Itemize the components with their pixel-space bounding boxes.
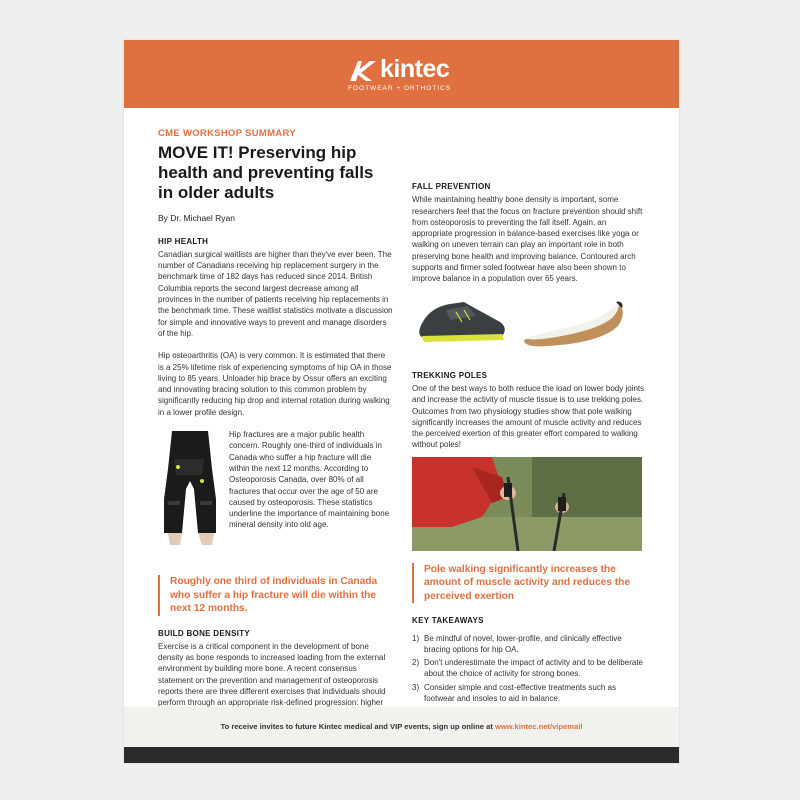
list-item-number: 2) [412, 658, 420, 668]
paragraph-hip-fractures: Hip fractures are a major public health concern. Roughly one-third of individuals in Canada who suffer a hip fracture will die within the next 12 months. According to Osteoporosis Canada, over 80% of all fractures that occur over the age of 50 are caused by osteoporosis. These statistics underline the importance of maintaining bone mineral density into old age. [229, 430, 390, 530]
header-banner [124, 40, 679, 108]
footwear-images [412, 296, 647, 358]
list-item [412, 682, 647, 705]
article-byline: By Dr. Michael Ryan [158, 213, 235, 224]
document-page [124, 40, 679, 763]
bottom-strip [124, 747, 679, 763]
list-item-text: Be mindful of novel, lower-profile, and clinically effective bracing options for hip OA. [424, 633, 622, 654]
hip-brace-shorts-image [158, 429, 222, 547]
left-column [158, 128, 393, 742]
article-kicker: CME WORKSHOP SUMMARY [158, 128, 296, 139]
running-shoe-image [416, 298, 508, 346]
pole-walking-photo [412, 457, 642, 551]
paragraph-trekking-poles: One of the best ways to both reduce the load on lower body joints and increase the activity of muscle tissue is to use trekking poles. Outcomes from two physiology studies show that pole walking significantly increases the amount of muscle activity and reduces the perceived exertion of this greater effort compared to walking without poles! [412, 383, 645, 450]
kintec-k-mark-icon [348, 59, 378, 83]
list-item-number: 3) [412, 682, 420, 692]
logo-wordmark: kintec [380, 55, 450, 83]
list-item-text: Don't underestimate the impact of activity and to be deliberate about the choice of activity for strong bones. [424, 658, 643, 679]
list-item-number: 1) [412, 633, 420, 643]
section-heading-hip-health: HIP HEALTH [158, 236, 209, 246]
right-column [412, 131, 647, 706]
kintec-logo [348, 57, 458, 97]
footer-text: To receive invites to future Kintec medical and VIP events, sign up online at [220, 722, 495, 731]
paragraph-hip-oa: Hip osteoarthritis (OA) is very common. It is estimated that there is a 25% lifetime risk of experiencing symptoms of hip OA in those living to 85 years. Unloader hip brace by Ossur offers an exciting and innovating bracing solution to this common problem by significantly reducing hip drop and internal rotation during walking in a lower profile design. [158, 351, 392, 417]
key-takeaways-list [412, 633, 647, 705]
hip-fracture-block [158, 429, 393, 563]
section-heading-key-takeaways: KEY TAKEAWAYS [412, 616, 484, 626]
list-item [412, 657, 647, 680]
section-heading-trekking-poles: TREKKING POLES [412, 370, 488, 380]
article-title: MOVE IT! Preserving hip health and preventing falls in older adults [158, 143, 374, 203]
pullquote-pole-walking: Pole walking significantly increases the amount of muscle activity and reduces the perceived exertion [412, 563, 647, 604]
logo-tagline: FOOTWEAR + ORTHOTICS [348, 85, 452, 92]
paragraph-hip-waitlists: Canadian surgical waitlists are higher than they've ever been. The number of Canadians receiving hip replacement surgery in the benchmark time of 182 days has reduced since 2014. British Columbia reports the second largest decrease among all provinces in the number of patients receiving hip replacements in the benchmark time. These waitlist statistics motivate a discussion for simple and innovative ways to prevent and manage disorders of the hip. [158, 249, 393, 338]
pullquote-hip-fracture: Roughly one third of individuals in Canada who suffer a hip fracture will die within the next 12 months. [158, 575, 393, 616]
footer-vip-link[interactable]: www.kintec.net/vipemail [494, 722, 583, 731]
footer-cta [124, 707, 679, 747]
paragraph-fall-prevention: While maintaining healthy bone density is important, some researchers feel that the focus on fracture prevention should shift from osteoporosis to preventing the fall itself. Again, an appropriate progression in balance-based exercises like yoga or walking on uneven terrain can play an important role in both preserving bone health and improving balance. Contoured arch supports and firmer soled footwear have also been shown to improve balance in a population over 65 years. [412, 195, 643, 284]
section-heading-fall-prevention: FALL PREVENTION [412, 182, 491, 191]
orthotic-insole-image [520, 296, 626, 348]
list-item-text: Consider simple and cost-effective treatments such as footwear and insoles to aid in balance. [424, 682, 616, 704]
section-heading-bone-density: BUILD BONE DENSITY [158, 628, 251, 638]
list-item [412, 633, 647, 656]
paragraph-bone-density: Exercise is a critical component in the development of bone density as bone responds to increased loading from the external environment by building more bone. A recent consensus statement on the prevention and management of osteoporosis reports there are three different exercises that individuals should perform through an appropriate risk-defined progression: higher [158, 641, 386, 708]
